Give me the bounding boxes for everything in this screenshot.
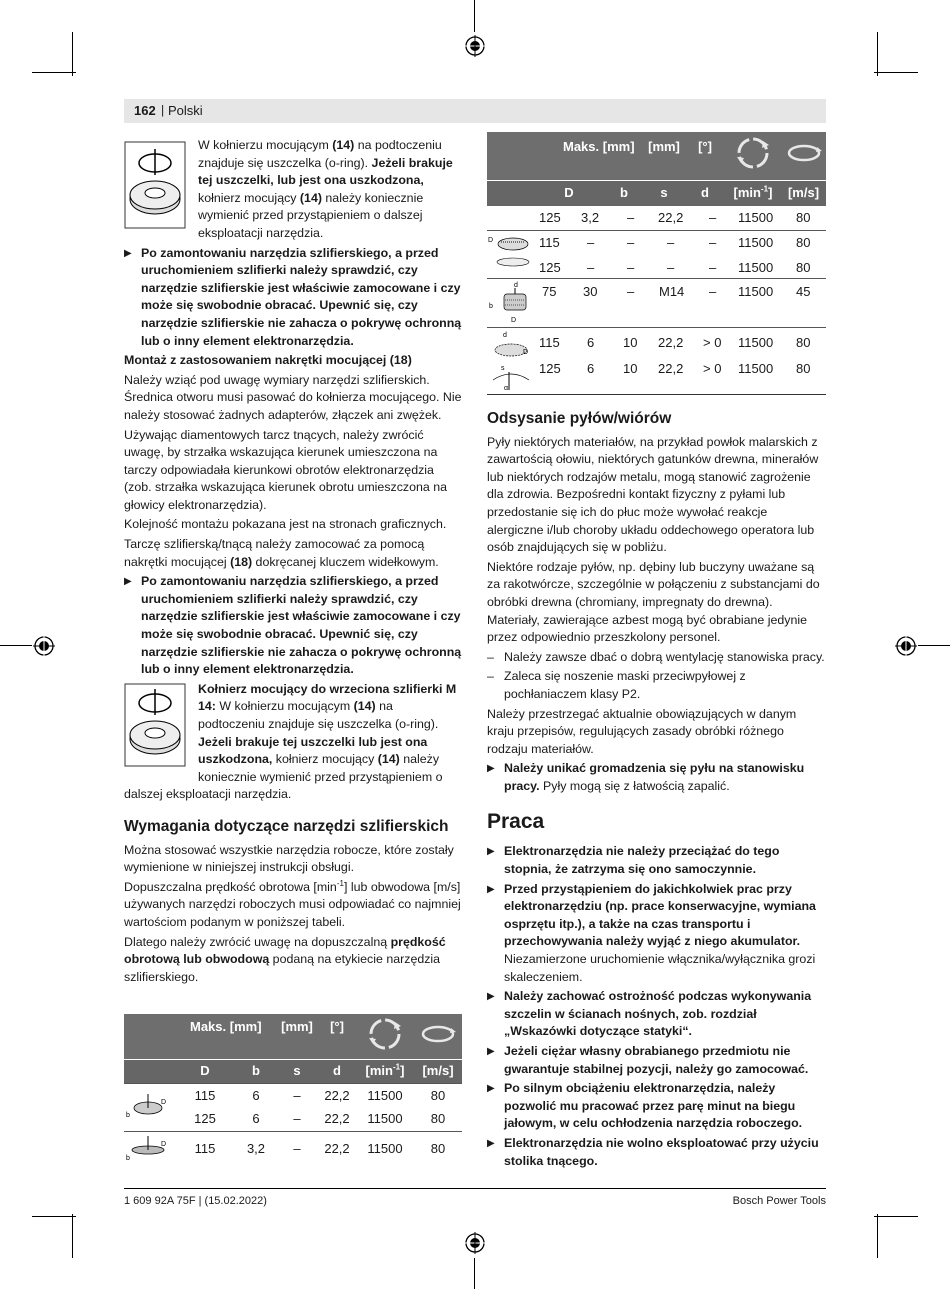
degree-header: [°] <box>330 1019 344 1034</box>
warning-bullet: ▶ Elektronarzędzia nie wolno eksploatować przy użyciu stolika tnącego. <box>487 1135 826 1170</box>
flange-paragraph: W kołnierzu mocującym (14) na podtoczeniu znajduje się uszczelka (o-ring). Jeżeli brakuje tej uszczelki, lub jest ona uszkodzona, kołnierz mocujący (14) należy koniecznie wymienić przed przystąpieniem o dalszej eksploatacji narzędzia. <box>198 138 453 240</box>
grinding-tools-table-right-body <box>487 206 826 392</box>
paragraph: Kolejność montażu pokazana jest na stronach graficznych. <box>124 517 447 532</box>
header-divider: | <box>161 103 165 117</box>
paragraph: Można stosować wszystkie narzędzia robocze, które zostały wymienione w niniejszej instrukcji obsługi. <box>124 842 454 875</box>
col-s: s <box>293 1063 301 1079</box>
paragraph: Niektóre rodzaje pyłów, np. dębiny lub buczyny uważane są za rakotwórcze, szczególnie w połączeniu z substancjami do obróbki drewna (chromiany, impregnaty do drewna). Materiały, zawierające azbest mogą być obrabiane jedynie przez odpowiednio przeszkolony personel. <box>487 559 820 645</box>
section-heading-large: Praca <box>487 810 545 834</box>
col-b: b <box>620 185 628 201</box>
dash-item: – Należy zawsze dbać o dobrą wentylację stanowiska pracy. <box>487 649 826 667</box>
crop-mark <box>474 0 475 32</box>
section-heading: Wymagania dotyczące narzędzi szlifierskich <box>124 817 449 835</box>
col-b: b <box>252 1063 260 1079</box>
paragraph: Używając diamentowych tarcz tnących, należy zwrócić uwagę, by strzałka wskazująca kierunek umieszczona na tarczy odpowiadała kierunkowi obrotów elektronarzędzia (zob. strzałka wskazująca kierunek obrotu umieszczona na głowicy elektronarzędzia). <box>124 427 447 512</box>
table-row: 125 6 – 22,2 11500 80 <box>194 1111 446 1127</box>
paragraph: Dopuszczalna prędkość obrotowa $[\min^{-1}]$ lub obwodowa [m/s] używanych narzędzi roboczych musi odpowiadać co najmniej wartościom podanym w poniższej tabeli. <box>124 878 461 929</box>
peripheral-speed-icon <box>784 141 824 165</box>
svg-text:D: D <box>523 349 529 356</box>
col-D: D <box>200 1063 210 1079</box>
table-row: 125 – – – – 11500 80 <box>539 260 811 275</box>
warning-bullet: ▶ Po zamontowaniu narzędzia szlifierskiego, a przed uruchomieniem szlifierki należy sprawdzić, czy narzędzie szlifierskie jest właściwie zamocowane i czy może się swobodnie obracać. Upewnić się, czy narzędzie szlifierskie nie zahacza o pokrywę ochronną lub o inny element elektronarzędzia. <box>124 573 462 679</box>
crop-mark <box>874 72 918 73</box>
svg-text:D: D <box>488 237 494 244</box>
warning-bullet: ▶ Po silnym obciążeniu elektronarzędzia, należy pozwolić mu pracować przez parę minut na biegu jałowym, w celu ochłodzenia narzędzia roboczego. <box>487 1080 826 1133</box>
grinding-tools-table-right <box>487 132 826 206</box>
rotation-speed-icon <box>365 1014 405 1054</box>
table-row: b D 115 6 – 22,2 11500 80 <box>124 1083 462 1107</box>
crop-mark <box>0 645 32 646</box>
crop-mark <box>72 1214 73 1258</box>
table-row: 115 – – – – 11500 80 <box>539 235 811 250</box>
degree-header: [°] <box>698 139 712 154</box>
crop-mark <box>877 32 878 76</box>
warning-bullet: ▶ Przed przystąpieniem do jakichkolwiek prac przy elektronarzędziu (np. prace konserwacyjne, wymiana osprzętu itp.), a także na czas transportu i przechowywania należy wyjąć z niego akumulator. Niezamierzone uruchomienie włącznika/wyłącznika grozi skaleczeniem. <box>487 881 826 987</box>
grinding-disc-icon <box>124 1090 168 1120</box>
paragraph: Należy przestrzegać aktualnie obowiązujących w danym kraju przepisów, regulujących zasady obróbki różnego rodzaju materiałów. <box>487 706 797 756</box>
col-ms: [m/s] <box>787 185 820 201</box>
col-ms: [m/s] <box>422 1063 454 1079</box>
svg-text:α: α <box>504 385 509 392</box>
mm-header: [mm] <box>648 139 680 154</box>
col-s: s <box>660 185 668 201</box>
col-rpm: $[\min^{-1}]$ <box>733 185 773 201</box>
svg-text:D: D <box>511 317 517 324</box>
table-row: 75 30 – M14 – 11500 45 <box>542 284 811 299</box>
svg-text:b: b <box>126 1111 130 1119</box>
dash-item: – Zaleca się noszenie maski przeciwpyłowej z pochłaniaczem klasy P2. <box>487 668 826 703</box>
flange-note-1 <box>124 137 462 245</box>
crop-mark <box>72 32 73 76</box>
page-footer <box>124 1188 826 1207</box>
crop-mark <box>32 1216 76 1217</box>
table-row: 125 3,2 – 22,2 – 11500 80 <box>539 210 811 225</box>
brand-name: Bosch Power Tools <box>732 1195 826 1207</box>
svg-text:d: d <box>503 332 507 339</box>
svg-text:D: D <box>161 1140 167 1148</box>
page-number: 162 <box>134 103 156 118</box>
flange-oring-icon <box>124 683 186 767</box>
document-number: 1 609 92A 75F | (15.02.2022) <box>124 1195 267 1207</box>
table-row: b D 115 3,2 – 22,2 11500 80 <box>124 1131 462 1166</box>
registration-mark-icon <box>33 635 55 657</box>
svg-text:D: D <box>161 1098 167 1106</box>
max-mm-header: Maks. [mm] <box>563 139 635 154</box>
mm-header: [mm] <box>281 1019 313 1034</box>
right-column <box>487 400 826 1172</box>
peripheral-speed-icon <box>418 1022 458 1046</box>
section-heading: Odsysanie pyłów/wiórów <box>487 410 672 427</box>
crop-mark <box>32 72 76 73</box>
col-d: d <box>333 1063 341 1079</box>
col-D: D <box>564 185 574 201</box>
paragraph: Należy wziąć pod uwagę wymiary narzędzi szlifierskich. Średnica otworu musi pasować do kołnierza mocującego. Nie należy stosować żadnych adapterów, złączek ani zwężek. <box>124 372 462 422</box>
col-d: d <box>701 185 709 201</box>
warning-bullet: ▶ Należy zachować ostrożność podczas wykonywania szczelin w ścianach nośnych, zob. rozdział „Wskazówki dotyczące statyki“. <box>487 988 826 1041</box>
rotation-speed-icon <box>733 133 773 173</box>
left-column <box>124 137 462 988</box>
col-rpm: $[\min^{-1}]$ <box>365 1062 405 1079</box>
registration-mark-icon <box>464 1232 486 1254</box>
registration-mark-icon <box>895 635 917 657</box>
page-language: Polski <box>168 103 203 118</box>
section-subheading: Montaż z zastosowaniem nakrętki mocującej (18) <box>124 353 412 368</box>
table-row: 115 6 10 22,2 > 0 11500 80 <box>539 335 811 350</box>
flange-oring-icon <box>124 141 186 229</box>
crop-mark <box>874 1216 918 1217</box>
svg-text:b: b <box>126 1154 130 1162</box>
max-mm-header: Maks. [mm] <box>190 1019 262 1034</box>
crop-mark <box>877 1214 878 1258</box>
warning-bullet: ▶ Elektronarzędzia nie należy przeciążać do tego stopnia, że zatrzyma się ono samoczynnie. <box>487 843 826 878</box>
paragraph: Tarczę szlifierską/tnącą należy zamocować za pomocą nakrętki mocującej (18) dokręcanej kluczem widełkowym. <box>124 537 439 569</box>
paragraph: Pyły niektórych materiałów, na przykład powłok malarskich z zawartością ołowiu, niektórych gatunków drewna, minerałów lub niektórych rodzajów metalu, mogą stanowić zagrożenie dla zdrowia. Bezpośredni kontakt fizyczny z pyłami lub przedostanie się ich do płuc może wywołać reakcje alergiczne i/lub choroby układu oddechowego operatora lub osób znajdujących się w pobliżu. <box>487 434 819 555</box>
svg-text:b: b <box>489 303 493 310</box>
page-header <box>124 99 826 123</box>
paragraph: Dlatego należy zwrócić uwagę na dopuszczalną prędkość obrotową lub obwodową podaną na etykiecie narzędzia szlifierskiego. <box>124 934 446 984</box>
svg-text:s: s <box>501 365 505 372</box>
warning-bullet: ▶ Po zamontowaniu narzędzia szlifierskiego, a przed uruchomieniem szlifierki należy sprawdzić, czy narzędzie szlifierskie jest właściwie zamocowane i czy może się swobodnie obracać. Upewnić się, czy narzędzie szlifierskie nie zahacza o pokrywę ochronną lub o inny element elektronarzędzia. <box>124 245 462 351</box>
svg-text:d: d <box>514 282 518 289</box>
cutting-disc-icon <box>124 1132 168 1162</box>
warning-bullet: ▶ Jeżeli ciężar własny obrabianego przedmiotu nie gwarantuje stabilnej pozycji, należy go zamocować. <box>487 1043 826 1078</box>
warning-bullet: ▶ Należy unikać gromadzenia się pyłu na stanowisku pracy. Pyły mogą się z łatwością zapalić. <box>487 760 826 795</box>
flange-paragraph: Kołnierz mocujący do wrzeciona szlifierki M 14: W kołnierzu mocującym (14) na podtoczeniu znajduje się uszczelka (o-ring). Jeżeli brakuje tej uszczelki lub jest ona uszkodzona, kołnierz mocujący (14) należy koniecznie wymienić przed przystąpieniem o dalszej eksploatacji narzędzia. <box>124 681 457 802</box>
grinding-tools-table-left <box>124 1014 462 1166</box>
registration-mark-icon <box>464 35 486 57</box>
table-row: 125 6 10 22,2 > 0 11500 80 <box>539 361 811 376</box>
crop-mark <box>474 1258 475 1289</box>
crop-mark <box>918 645 950 646</box>
flange-note-2 <box>124 681 462 806</box>
